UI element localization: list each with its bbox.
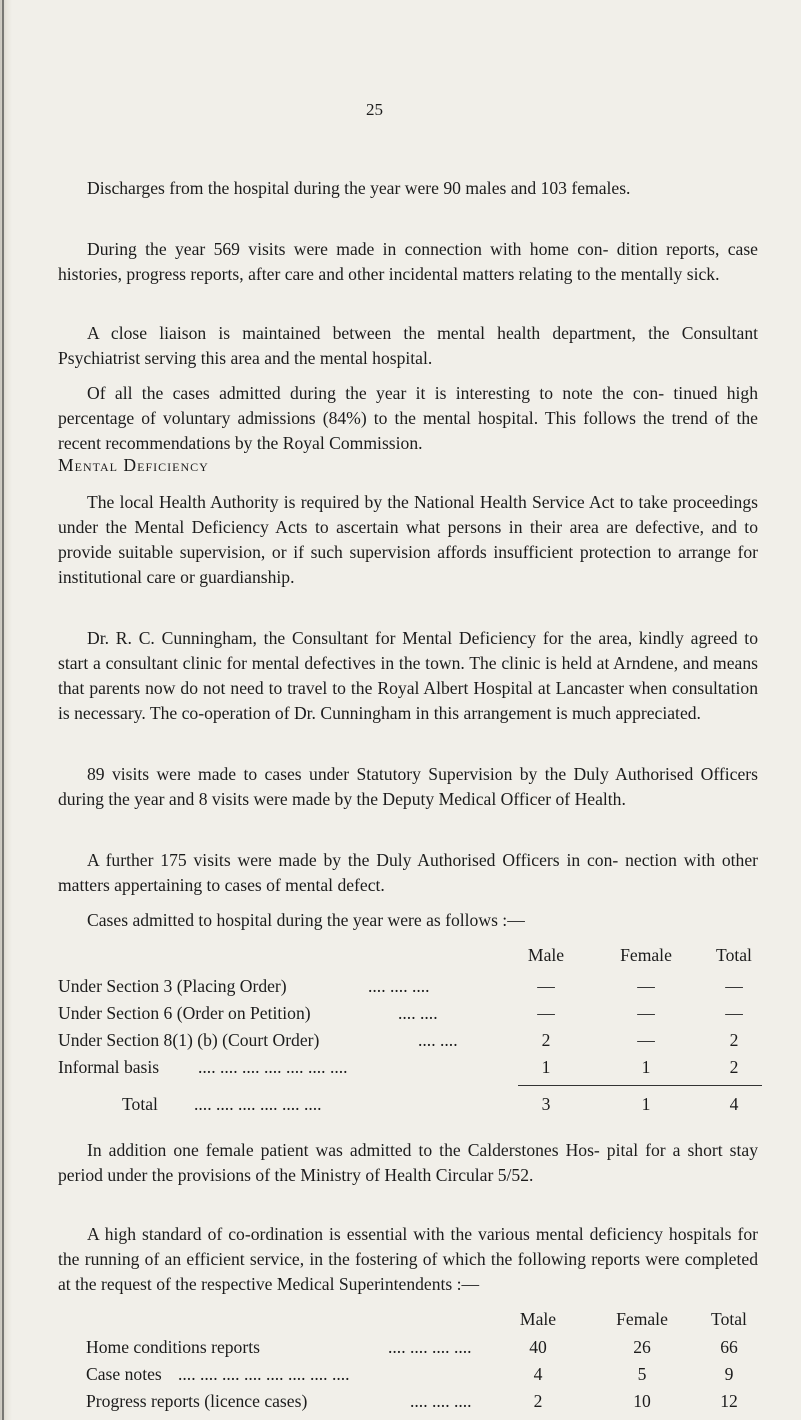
section-heading-mental-deficiency: Mental Deficiency (58, 455, 209, 475)
row-leader-dots: .... .... .... (410, 1391, 472, 1411)
cell-total: 9 (724, 1364, 734, 1384)
table-row (58, 1391, 758, 1417)
cell-total: 2 (729, 1030, 739, 1050)
paragraph-consultant-clinic: Dr. R. C. Cunningham, the Consultant for Mental Deficiency for the area, kindly agreed to start a consultant clinic for mental defectives in the town. The clinic is held at Arndene, and means that parents now do not need to travel to the Royal Albert Hospital at Lancaster when consultation is necessary. The co-operation of Dr. Cunningham in this arrangement is much appreciated. (58, 628, 758, 723)
table-total-row (58, 1094, 758, 1120)
row-leader-dots: .... .... (398, 1003, 438, 1023)
cell-female: 5 (637, 1364, 647, 1384)
paragraph-coordination: A high standard of co-ordination is essential with the various mental deficiency hospitals for the running of an efficient service, in the fostering of which the following reports were completed at the request of the respective Medical Superintendents :— (58, 1224, 758, 1294)
paragraph-cases-admitted-intro: Cases admitted to hospital during the year were as follows :— (87, 910, 525, 930)
table-row (58, 1030, 758, 1056)
cell-female: 10 (633, 1391, 651, 1411)
cell-male: 2 (533, 1391, 543, 1411)
cell-total: 2 (729, 1057, 739, 1077)
table-row (58, 1057, 758, 1083)
cell-total: 66 (720, 1337, 738, 1357)
row-label: Under Section 3 (Placing Order) (58, 976, 287, 996)
cell-male: — (537, 976, 555, 996)
binding-edge-line (2, 0, 4, 1420)
row-label: Progress reports (licence cases) (86, 1391, 308, 1411)
cell-female: 26 (633, 1337, 651, 1357)
total-total: 4 (729, 1094, 739, 1114)
header-total: Total (716, 945, 752, 965)
cell-total: 12 (720, 1391, 738, 1411)
header-female: Female (620, 945, 672, 965)
paragraph-statutory-supervision: 89 visits were made to cases under Statutory Supervision by the Duly Authorised Officers during the year and 8 visits were made by the Deputy Medical Officer of Health. (58, 764, 758, 809)
cell-male: 40 (529, 1337, 547, 1357)
paragraph-calderstones: In addition one female patient was admitted to the Calderstones Hos- pital for a short stay period under the provisions of the Ministry of Health Circular 5/52. (58, 1140, 758, 1185)
row-label: Case notes (86, 1364, 162, 1384)
row-leader-dots: .... .... .... (368, 976, 430, 996)
paragraph-visits: During the year 569 visits were made in connection with home con- dition reports, case histories, progress reports, after care and other incidental matters relating to the mentally sick. (58, 239, 758, 284)
total-male: 3 (541, 1094, 551, 1114)
row-label: Under Section 8(1) (b) (Court Order) (58, 1030, 320, 1050)
cell-female: — (637, 1030, 655, 1050)
table-row (58, 1364, 758, 1390)
cell-female: — (637, 976, 655, 996)
paragraph-further-visits: A further 175 visits were made by the Duly Authorised Officers in con- nection with other matters appertaining to cases of mental defect. (58, 850, 758, 895)
table-row (58, 1003, 758, 1029)
row-leader-dots: .... .... .... .... .... .... .... (198, 1057, 348, 1077)
cell-female: — (637, 1003, 655, 1023)
page-number: 25 (366, 100, 383, 119)
cell-male: — (537, 1003, 555, 1023)
total-female: 1 (641, 1094, 651, 1114)
header-male: Male (527, 945, 565, 965)
cell-male: 1 (541, 1057, 551, 1077)
row-leader-dots: .... .... .... .... .... .... .... .... (178, 1364, 350, 1384)
cell-female: 1 (641, 1057, 651, 1077)
paragraph-voluntary-admissions: Of all the cases admitted during the year it is interesting to note the con- tinued high percentage of voluntary admissions (84%) to the mental hospital. This follows the trend of the recent recommendations by the Royal Commission. (58, 383, 758, 453)
row-leader-dots: .... .... .... .... (388, 1337, 472, 1357)
cell-male: 2 (541, 1030, 551, 1050)
table-header-row (58, 945, 758, 971)
cell-male: 4 (533, 1364, 543, 1384)
header-female: Female (616, 1309, 668, 1329)
table-header-row (58, 1309, 758, 1335)
row-leader-dots: .... .... (418, 1030, 458, 1050)
cell-total: — (725, 976, 743, 996)
row-label: Home conditions reports (86, 1337, 260, 1357)
table-row (58, 976, 758, 1002)
cell-total: — (725, 1003, 743, 1023)
total-rule-line (518, 1085, 762, 1086)
paragraph-local-health-authority: The local Health Authority is required by the National Health Service Act to take proceedings under the Mental Deficiency Acts to ascertain what persons in their area are defective, and to provide suitable supervision, or if such supervision affords insufficient protection to arrange for institutional care or guardianship. (58, 492, 758, 587)
row-label: Informal basis (58, 1057, 160, 1077)
paragraph-discharges: Discharges from the hospital during the year were 90 males and 103 females. (87, 178, 631, 198)
total-label: Total (122, 1094, 158, 1114)
row-label: Under Section 6 (Order on Petition) (58, 1003, 311, 1023)
row-leader-dots: .... .... .... .... .... .... (194, 1094, 322, 1114)
header-total: Total (711, 1309, 747, 1329)
paragraph-liaison: A close liaison is maintained between the mental health department, the Consultant Psychiatrist serving this area and the mental hospital. (58, 323, 758, 368)
header-male: Male (519, 1309, 557, 1329)
table-row (58, 1337, 758, 1363)
